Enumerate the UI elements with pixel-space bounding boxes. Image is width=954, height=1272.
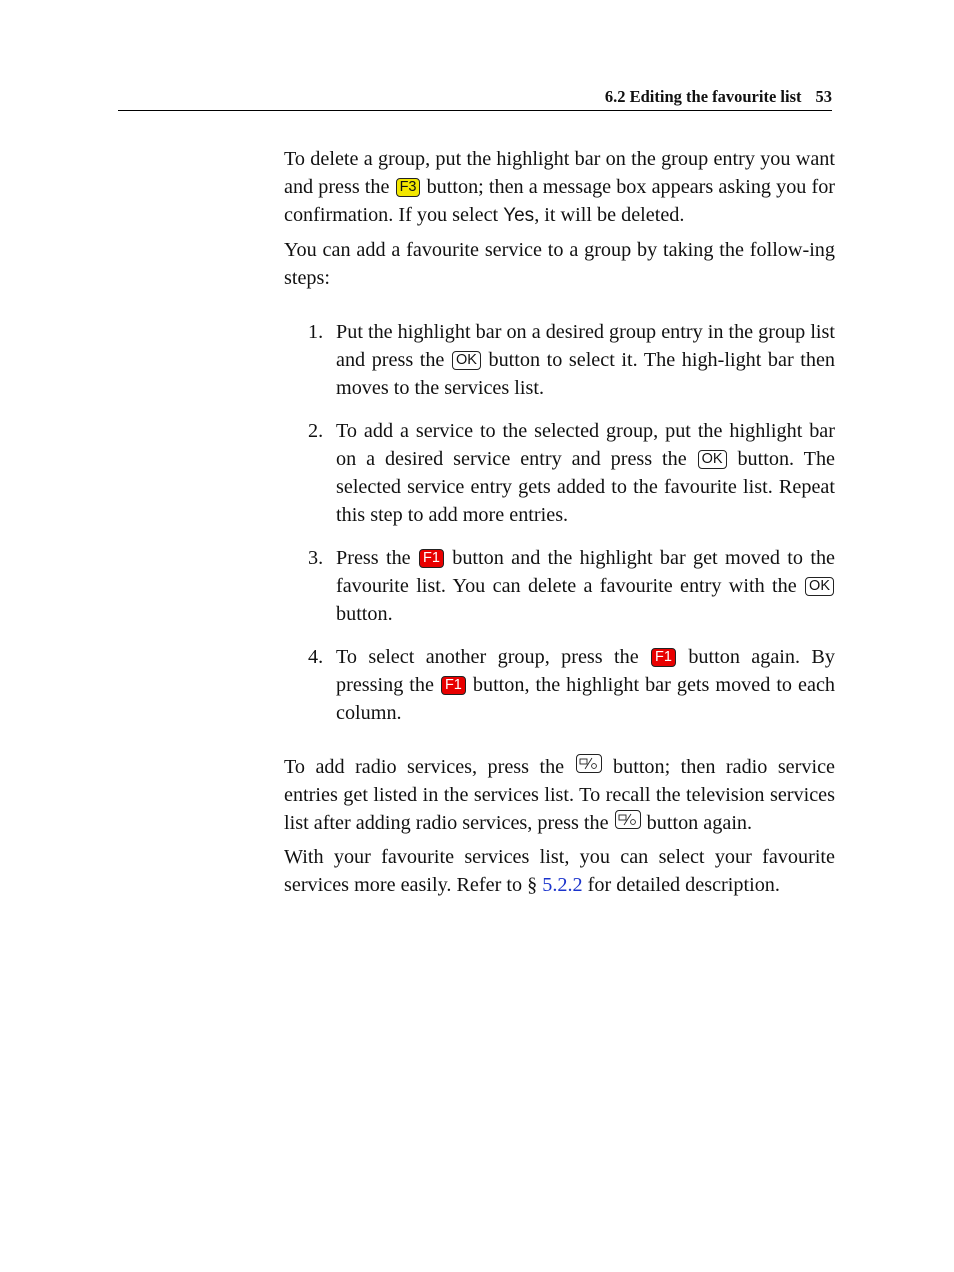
tv-radio-icon	[576, 754, 602, 773]
step-number: 3.	[308, 547, 324, 569]
page-number: 53	[815, 87, 832, 106]
ok-key-icon: OK	[805, 577, 834, 596]
text: , it will be deleted.	[534, 204, 685, 226]
yes-label: Yes	[503, 205, 535, 226]
text: button and the highlight bar get moved to the favourite list. You can delete a favourite entry with the	[336, 547, 835, 597]
text: button; then radio service entries get listed in the services list. To recall the television services list after adding radio services, press the	[284, 756, 835, 834]
step-number: 2.	[308, 420, 324, 442]
step-number: 4.	[308, 646, 324, 668]
text: Press the	[336, 547, 411, 569]
text: To add radio services, press the	[284, 756, 565, 778]
page-header	[118, 86, 832, 111]
steps-list	[284, 318, 835, 727]
text: button again.	[646, 812, 753, 834]
text: To select another group, press the	[336, 646, 639, 668]
f3-key-icon: F3	[396, 178, 421, 197]
text: To delete a group, put the highlight bar on the group entry you want and press the	[284, 148, 835, 198]
list-item	[284, 318, 835, 402]
text: button; then a message box appears asking you for confirmation. If you select	[284, 176, 836, 226]
text: With your favourite services list, you can select your favourite services more easily. Refer to §	[284, 846, 835, 896]
f1-key-icon: F1	[651, 648, 676, 667]
text: button, the highlight bar gets moved to each column.	[336, 674, 835, 724]
text: button. The selected service entry gets added to the favourite list. Repeat this step to add more entries.	[336, 448, 836, 526]
text: button to select it. The high-light bar then moves to the services list.	[336, 349, 836, 399]
paragraph-radio-services	[284, 753, 835, 837]
paragraph-add-service: You can add a favourite service to a group by taking the follow-ing steps:	[284, 239, 835, 289]
text: button again. By pressing the	[336, 646, 835, 696]
ok-key-icon: OK	[698, 450, 727, 469]
main-text	[284, 145, 835, 905]
text: for detailed description.	[587, 874, 780, 896]
tv-radio-icon	[615, 810, 641, 829]
text: Put the highlight bar on a desired group entry in the group list and press the	[336, 321, 835, 371]
list-item	[284, 643, 835, 727]
section-title: 6.2 Editing the favourite list	[604, 87, 802, 106]
list-item	[284, 544, 835, 628]
f1-key-icon: F1	[441, 676, 466, 695]
f1-key-icon: F1	[419, 549, 444, 568]
section-link[interactable]: 5.2.2	[542, 874, 583, 896]
text: button.	[336, 603, 393, 625]
text: To add a service to the selected group, put the highlight bar on a desired service entry and press the	[336, 420, 835, 470]
ok-key-icon: OK	[452, 351, 481, 370]
list-item	[284, 417, 835, 529]
paragraph-favourite-services	[284, 843, 835, 899]
step-number: 1.	[308, 321, 324, 343]
paragraph-delete-group	[284, 145, 835, 230]
